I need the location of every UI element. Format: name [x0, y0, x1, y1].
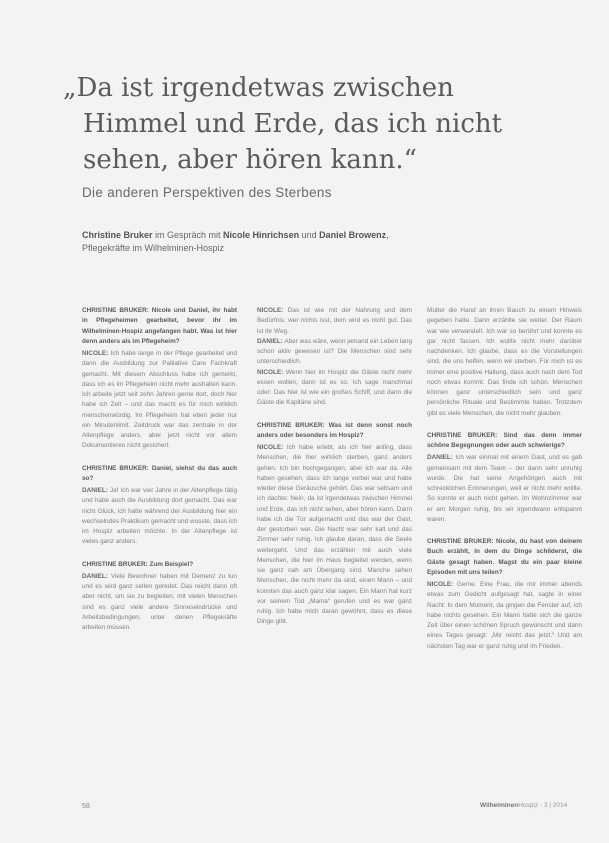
headline — [63, 70, 563, 178]
speaker-label: NICOLE: — [257, 307, 284, 314]
speaker-label: NICOLE: — [427, 581, 454, 588]
speaker-label: NICOLE: — [257, 444, 284, 451]
answer-text: Ich habe lange in der Pflege gearbeitet und dann die Ausbildung zur Palliative Care Fachkraft gemacht. Mit diesem Abschluss habe ich gemerkt, dass ich es im Pflegeheim nicht mehr aushalten kann. Ich arbeite jetzt seit zehn Jahren gerne dort, doch hier habe ich Zeit – und das macht es für mich wirklich menschenwürdig. Im Pflegeheim hat eben jeder nur ein Minutenlimit. Zeitdruck war das zentrale in der Altenpflege anders, aber jetzt nicht vor allem Dokumentieren nicht gesichert. — [82, 350, 237, 450]
interview-answer: Mutter die Hand an ihren Bauch zu einem Hinweis gegeben hatte. Dann erzählte sie weiter. Der Raum war wie verwandelt. Ich war so berührt und konnte es gar nicht fassen. Ich wollte nicht mehr darüber nachdenken. Ich glaube, dass es die Vorstellungen sind, die uns helfen, wenn wir sterben. Für mich ist es immer eine positive Haltung, dass auch nach dem Tod noch etwas kommt. Das finde ich schön. Menschen können ganz unterschiedlich sein und ganz persönliche Rituale und Bestimmte haben. Trotzdem gibt es viele Menschen, die nicht mehr glauben. — [427, 307, 582, 417]
answer-text: Das ist wie mit der Nahrung und dem Bedürfnis: wer nichts isst, dem wird es nicht gut. Das ist ihr Weg. — [257, 307, 412, 335]
byline — [82, 229, 562, 255]
interview-answer — [257, 337, 412, 368]
answer-text: Ja! Ich war vier Jahre in der Altenpflege tätig und habe auch die Ausbildung dort gemacht. Das war nicht Glück, ich hatte während der Ausbildung hier ein wechselndes Praktikum gemacht und wusste, dass ich im Hospiz arbeiten möchte. In der Altenpflege ist vieles ganz anders. — [82, 487, 237, 546]
interview-question: CHRISTINE BRUKER: Daniel, siehst du das auch so? — [82, 464, 237, 482]
text-column-2 — [257, 306, 412, 628]
text-column-3 — [427, 306, 582, 652]
answer-text: Ich habe erlebt, als ich hier anfing, dass Menschen, die hier wirklich sterben, ganz anders gehen. Ich bin hochgegangen, aber ich war da. Alle haben gesehen, dass ich lange vorbei war und habe wieder diese Geräusche gehört. Das war seltsam und ich dachte: Nein, da ist irgendetwas zwischen Himmel und Erde, das ich nicht sehen, aber hören kann. Dann habe ich die Tür aufgemacht und das war der Gast, der gestorben war. Die Nacht war sehr kalt und das Zimmer sehr ruhig. Ich glaube daran, dass die Seele weitergeht. Und das erzählen mir auch viele Menschen, die hier im Haus begleitet werden, wenn sie ganz nah am Übergang sind. Manche sehen Menschen, die nicht mehr da sind, einen Mann – und konnten das auch ganz klar sagen. Ein Mann hat kurz vor seinem Tod „Mama“ gerufen und es war ganz ruhig. Ich habe mich daran gewöhnt, dass es diese Dinge gibt. — [257, 444, 412, 626]
byline-guest-2: Daniel Browenz — [319, 230, 387, 240]
speaker-label: DANIEL: — [82, 487, 108, 494]
headline-line-1: „Da ist irgendetwas zwischen — [63, 73, 454, 103]
speaker-label: DANIEL: — [257, 337, 283, 345]
interview-question: CHRISTINE BRUKER: Was ist denn sonst noch anders oder besonders im Hospiz? — [257, 421, 412, 439]
answer-text: Aber was wäre, wenn jemand ein Leben lang schon aktiv gewesen ist? Die Menschen sind sehr unterschiedlich. — [257, 337, 412, 366]
interview-answer — [82, 349, 237, 452]
interview-answer — [82, 572, 237, 634]
answer-text: Ich war einmal mit einem Gast, und es gab gemeinsam mit dem Team – der dann sehr unruhig wurde. Die hat seine Angehörigen auch mit schrecklichen Erinnerungen, weil er nicht mehr wollte. So konnte er auch nicht gehen. Im Wohnzimmer war er am Morgen ruhig, bis wir irgendwann entspannt waren. — [427, 454, 582, 523]
headline-line-2: Himmel und Erde, das ich nicht — [83, 109, 503, 139]
page-number: 58 — [82, 803, 90, 810]
byline-roles: Pflegekräfte im Wilhelminen-Hospiz — [82, 243, 225, 253]
interview-answer — [257, 306, 412, 337]
interview-question: CHRISTINE BRUKER: Zum Beispiel? — [82, 560, 194, 568]
answer-text: Viele Bewohner haben mit Demenz zu tun und es wird ganz selten geredet. Das reicht dann oft aber nicht, um sie zu begleiten, mit vielen Menschen sind es ganz viele andere Sinneseindrücke und Arbeitsbedingungen, unter denen Pflegekräfte arbeiten müssen. — [82, 572, 237, 631]
byline-interviewer: Christine Bruker — [82, 230, 153, 240]
speaker-label: DANIEL: — [82, 572, 108, 580]
interview-answer — [82, 486, 237, 548]
text-column-1 — [82, 306, 237, 633]
headline-line-3: sehen, aber hören kann.“ — [83, 145, 417, 175]
interview-question: CHRISTINE BRUKER: Sind das denn immer schöne Begegnungen oder auch schwierige? — [427, 431, 582, 449]
interview-question: CHRISTINE BRUKER: Nicole, du hast von deinem Buch erzählt, in dem du Dinge schilderst, die Gäste gesagt haben. Magst du ein paar kleine Episoden mit uns teilen? — [427, 538, 582, 576]
byline-text: , — [386, 230, 389, 240]
speaker-label: NICOLE: — [257, 368, 284, 376]
byline-guest-1: Nicole Hinrichsen — [223, 230, 300, 240]
speaker-label: NICOLE: — [82, 350, 109, 357]
byline-text: und — [299, 230, 320, 240]
interview-question: CHRISTINE BRUKER: Nicole und Daniel, ihr habt in Pflegeheimen gearbeitet, bevor ihr im Wilhelminen-Hospiz angefangen habt. Was ist hier denn anders als im Pflegeheim? — [82, 307, 237, 345]
footer-brand: Wilhelminen — [480, 802, 519, 809]
speaker-label: DANIEL: — [427, 454, 453, 462]
answer-text: Wenn hier im Hospiz die Gäste nicht mehr essen wollen, dann ist es so. Ich sage manchmal oder: Das hier ist wie ein großes Schiff, und dann die Gäste die Kapitäne sind. — [257, 368, 412, 407]
footer-issue: Hospiz · 3 | 2014 — [518, 802, 568, 809]
footer-publication — [480, 802, 567, 809]
answer-text: Gerne. Eine Frau, die mir immer abends etwas zum Gedicht aufgesagt hat, sagte in einer Nacht: In dem Moment, da gingen die Fenster auf, ich habe nichts gesehen. Ein Mann hatte sich die ganze Zeit über einen schönen Spruch gewünscht und dann eines Tages gesagt: „Mir reicht das jetzt.“ Und am nächsten Tag war er ganz ruhig und im Frieden. — [427, 581, 582, 650]
interview-answer — [427, 453, 582, 525]
subtitle: Die anderen Perspektiven des Sterbens — [82, 185, 332, 200]
interview-answer — [257, 443, 412, 628]
interview-answer — [257, 368, 412, 409]
interview-answer — [427, 580, 582, 652]
byline-text: im Gespräch mit — [152, 230, 224, 240]
